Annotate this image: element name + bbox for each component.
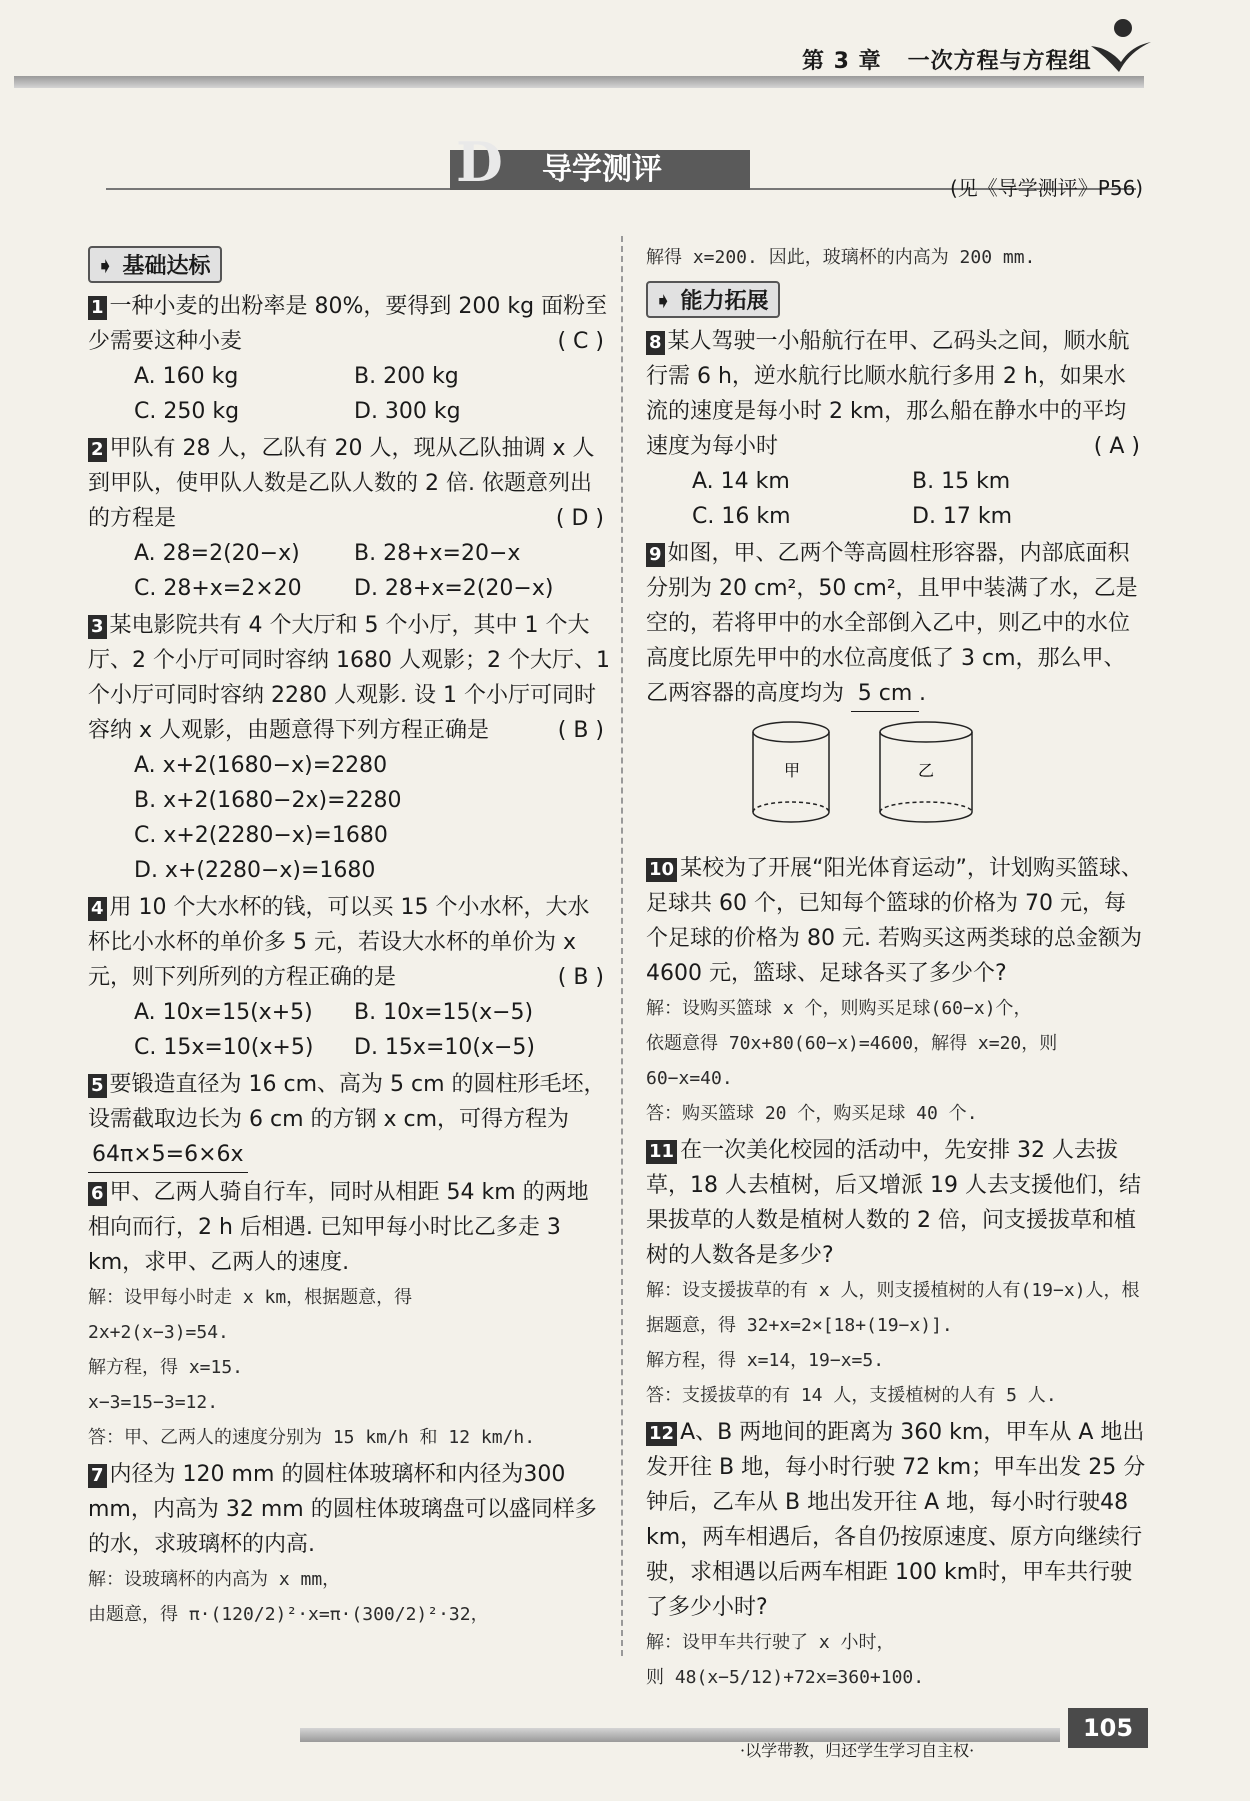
question-number: 5 xyxy=(88,1074,107,1098)
option-b: B. x+2(1680−2x)=2280 xyxy=(134,788,402,813)
banner-box xyxy=(450,130,750,194)
option-a: A. 28=2(20−x) xyxy=(134,541,300,566)
solution-line: 解：设支援拔草的有 x 人，则支援植树的人有(19−x)人，根据题意，得 32+x=2×[18+(19−x)]. xyxy=(646,1280,1140,1336)
solution-line: 答：甲、乙两人的速度分别为 15 km/h 和 12 km/h. xyxy=(88,1427,536,1448)
answer-choice: ( A ) xyxy=(1093,434,1140,459)
option-a: A. 160 kg xyxy=(134,364,239,389)
chapter-number: 第 3 章 xyxy=(802,49,882,74)
reader-logo-icon xyxy=(1085,16,1155,82)
option-c: C. 28+x=2×20 xyxy=(134,576,302,601)
option-a: A. 10x=15(x+5) xyxy=(134,1000,313,1025)
option-d: D. x+(2280−x)=1680 xyxy=(134,858,376,883)
solution xyxy=(88,1280,610,1455)
banner-reference: (见《导学测评》P56) xyxy=(950,176,1144,200)
question-text: 某人驾驶一小船航行在甲、乙码头之间，顺水航行需 6 h，逆水航行比顺水航行多用 2 h，如果水流的速度是每小时 2 km，那么船在静水中的平均速度为每小时 xyxy=(646,329,1130,459)
options xyxy=(88,359,610,429)
option-d: D. 17 km xyxy=(912,504,1013,529)
option-c: C. 16 km xyxy=(692,504,791,529)
question-2 xyxy=(88,431,610,606)
solution xyxy=(646,991,1146,1131)
solution-line: 答：购买篮球 20 个，购买足球 40 个. xyxy=(646,1103,978,1124)
section-heading-label: 基础达标 xyxy=(122,254,211,279)
question-number: 4 xyxy=(88,897,107,921)
footer-motto: ·以学带教，归还学生学习自主权· xyxy=(740,1741,975,1760)
question-number: 6 xyxy=(88,1182,107,1206)
solution-line: 解：设甲车共行驶了 x 小时， xyxy=(646,1632,895,1653)
question-4 xyxy=(88,890,610,1065)
label-jia: 甲 xyxy=(784,761,801,780)
question-10 xyxy=(646,851,1146,1131)
question-text: 某校为了开展“阳光体育运动”，计划购买篮球、足球共 60 个，已知每个篮球的价格为 70 元，每个足球的价格为 80 元. 若购买这两类球的总金额为 4600 元，篮球、足球各买了多少个? xyxy=(646,856,1143,986)
arrow-icon: ➧ xyxy=(654,289,673,314)
chapter-name: 一次方程与方程组 xyxy=(907,49,1092,74)
solution-line: 则 48(x−5/12)+72x=360+100. xyxy=(646,1667,925,1688)
label-yi: 乙 xyxy=(918,761,935,780)
question-9 xyxy=(646,536,1146,849)
solution xyxy=(88,1562,610,1632)
solution-line: 答：支援拔草的有 14 人，支援植树的人有 5 人. xyxy=(646,1385,1057,1406)
option-a: A. 14 km xyxy=(692,469,790,494)
answer-choice: ( D ) xyxy=(555,506,604,531)
option-c: C. 15x=10(x+5) xyxy=(134,1035,314,1060)
option-c: C. 250 kg xyxy=(134,399,240,424)
option-b: B. 28+x=20−x xyxy=(354,541,521,566)
question-1 xyxy=(88,289,610,429)
answer-choice: ( B ) xyxy=(557,965,604,990)
question-number: 9 xyxy=(646,543,665,567)
question-text: 甲、乙两人骑自行车，同时从相距 54 km 的两地相向而行，2 h 后相遇. 已知甲每小时比乙多走 3 km，求甲、乙两人的速度. xyxy=(88,1180,589,1275)
chapter-title xyxy=(802,44,1092,75)
question-text: 某电影院共有 4 个大厅和 5 个小厅，其中 1 个大厅、2 个小厅可同时容纳 1680 人观影；2 个大厅、1 个小厅可同时容纳 2280 人观影. 设 1 个小厅可同时容纳 x 人观影，由题意得下列方程正确是 xyxy=(88,613,610,743)
question-number: 10 xyxy=(646,858,677,882)
header-bar xyxy=(14,76,1144,88)
banner-letter: D xyxy=(456,130,503,194)
column-divider xyxy=(621,236,623,1656)
options xyxy=(88,995,610,1065)
page-header xyxy=(0,0,1250,88)
option-d: D. 15x=10(x−5) xyxy=(354,1035,535,1060)
question-8 xyxy=(646,324,1146,534)
option-a: A. x+2(1680−x)=2280 xyxy=(134,753,388,778)
question-number: 7 xyxy=(88,1464,107,1488)
solution xyxy=(646,1273,1146,1413)
answer-choice: ( B ) xyxy=(557,718,604,743)
question-text: A、B 两地间的距离为 360 km，甲车从 A 地出发开往 B 地，每小时行驶 72 km；甲车出发 25 分钟后，乙车从 B 地出发开往 A 地，每小时行驶48 km，两车相遇后，各自仍按原速度、原方向继续行驶，求相遇以后两车相距 100 km时，甲车共行驶了多少小时? xyxy=(646,1420,1146,1620)
continued-solution: 解得 x=200. 因此，玻璃杯的内高为 200 mm. xyxy=(646,247,1036,268)
section-heading-label: 能力拓展 xyxy=(680,289,769,314)
answer-blank: 5 cm xyxy=(851,676,919,712)
option-d: D. 28+x=2(20−x) xyxy=(354,576,554,601)
page-number: 105 xyxy=(1068,1708,1148,1748)
option-b: B. 200 kg xyxy=(354,364,459,389)
question-7 xyxy=(88,1457,610,1632)
page-footer xyxy=(0,1700,1250,1760)
solution-line: 2x+2(x−3)=54. xyxy=(88,1322,229,1343)
option-b: B. 15 km xyxy=(912,469,1011,494)
right-column xyxy=(646,240,1146,1697)
question-number: 1 xyxy=(88,296,107,320)
question-number: 11 xyxy=(646,1140,677,1164)
question-12 xyxy=(646,1415,1146,1695)
solution-line: 依题意得 70x+80(60−x)=4600，解得 x=20，则 60−x=40. xyxy=(646,1033,1058,1089)
question-text: 用 10 个大水杯的钱，可以买 15 个小水杯，大水杯比小水杯的单价多 5 元，若设大水杯的单价为 x 元，则下列所列的方程正确的是 xyxy=(88,895,590,990)
arrow-icon: ➧ xyxy=(96,254,115,279)
option-c: C. x+2(2280−x)=1680 xyxy=(134,823,388,848)
solution-line: 解：设玻璃杯的内高为 x mm， xyxy=(88,1569,341,1590)
solution-line: 解方程，得 x=15. xyxy=(88,1357,244,1378)
question-11 xyxy=(646,1133,1146,1413)
question-5 xyxy=(88,1067,610,1173)
question-number: 2 xyxy=(88,438,107,462)
options xyxy=(88,536,610,606)
question-number: 12 xyxy=(646,1422,677,1446)
section-heading-basic xyxy=(88,246,222,283)
option-d: D. 300 kg xyxy=(354,399,461,424)
solution-line: 解：设甲每小时走 x km，根据题意，得 xyxy=(88,1287,413,1308)
option-b: B. 10x=15(x−5) xyxy=(354,1000,534,1025)
question-number: 8 xyxy=(646,331,665,355)
sentence-end: . xyxy=(919,681,927,706)
answer-blank: 64π×5=6×6x xyxy=(88,1137,248,1173)
question-6 xyxy=(88,1175,610,1455)
left-column xyxy=(88,240,610,1634)
solution-line: 解：设购买篮球 x 个，则购买足球(60−x)个， xyxy=(646,998,1032,1019)
section-heading-advanced xyxy=(646,281,780,318)
solution-line: x−3=15−3=12. xyxy=(88,1392,219,1413)
question-text: 在一次美化校园的活动中，先安排 32 人去拔草，18 人去植树，后又增派 19 人去支援他们，结果拔草的人数是植树人数的 2 倍，问支援拔草和植树的人数各是多少? xyxy=(646,1138,1141,1268)
solution xyxy=(646,1625,1146,1695)
question-text: 内径为 120 mm 的圆柱体玻璃杯和内径为300 mm，内高为 32 mm 的圆柱体玻璃盘可以盛同样多的水，求玻璃杯的内高. xyxy=(88,1462,597,1557)
question-text: 甲队有 28 人，乙队有 20 人，现从乙队抽调 x 人到甲队，使甲队人数是乙队人数的 2 倍. 依题意列出的方程是 xyxy=(88,436,595,531)
solution-line: 解方程，得 x=14，19−x=5. xyxy=(646,1350,885,1371)
cylinder-containers-figure xyxy=(746,718,986,828)
options xyxy=(88,748,610,888)
question-text: 一种小麦的出粉率是 80%，要得到 200 kg 面粉至少需要这种小麦 xyxy=(88,294,608,354)
question-text: 要锻造直径为 16 cm、高为 5 cm 的圆柱形毛坯，设需截取边长为 6 cm 的方钢 x cm，可得方程为 xyxy=(88,1072,606,1132)
answer-choice: ( C ) xyxy=(557,329,604,354)
banner-title: 导学测评 xyxy=(542,152,662,187)
question-3 xyxy=(88,608,610,888)
solution-line: 由题意，得 π·(120/2)²·x=π·(300/2)²·32， xyxy=(88,1604,489,1625)
question-text: 如图，甲、乙两个等高圆柱形容器，内部底面积分别为 20 cm²，50 cm²，且甲中装满了水，乙是空的，若将甲中的水全部倒入乙中，则乙中的水位高度比原先甲中的水位高度低了 3 cm，那么甲、乙两容器的高度均为 xyxy=(646,541,1138,706)
options xyxy=(646,464,1146,534)
question-number: 3 xyxy=(88,615,107,639)
